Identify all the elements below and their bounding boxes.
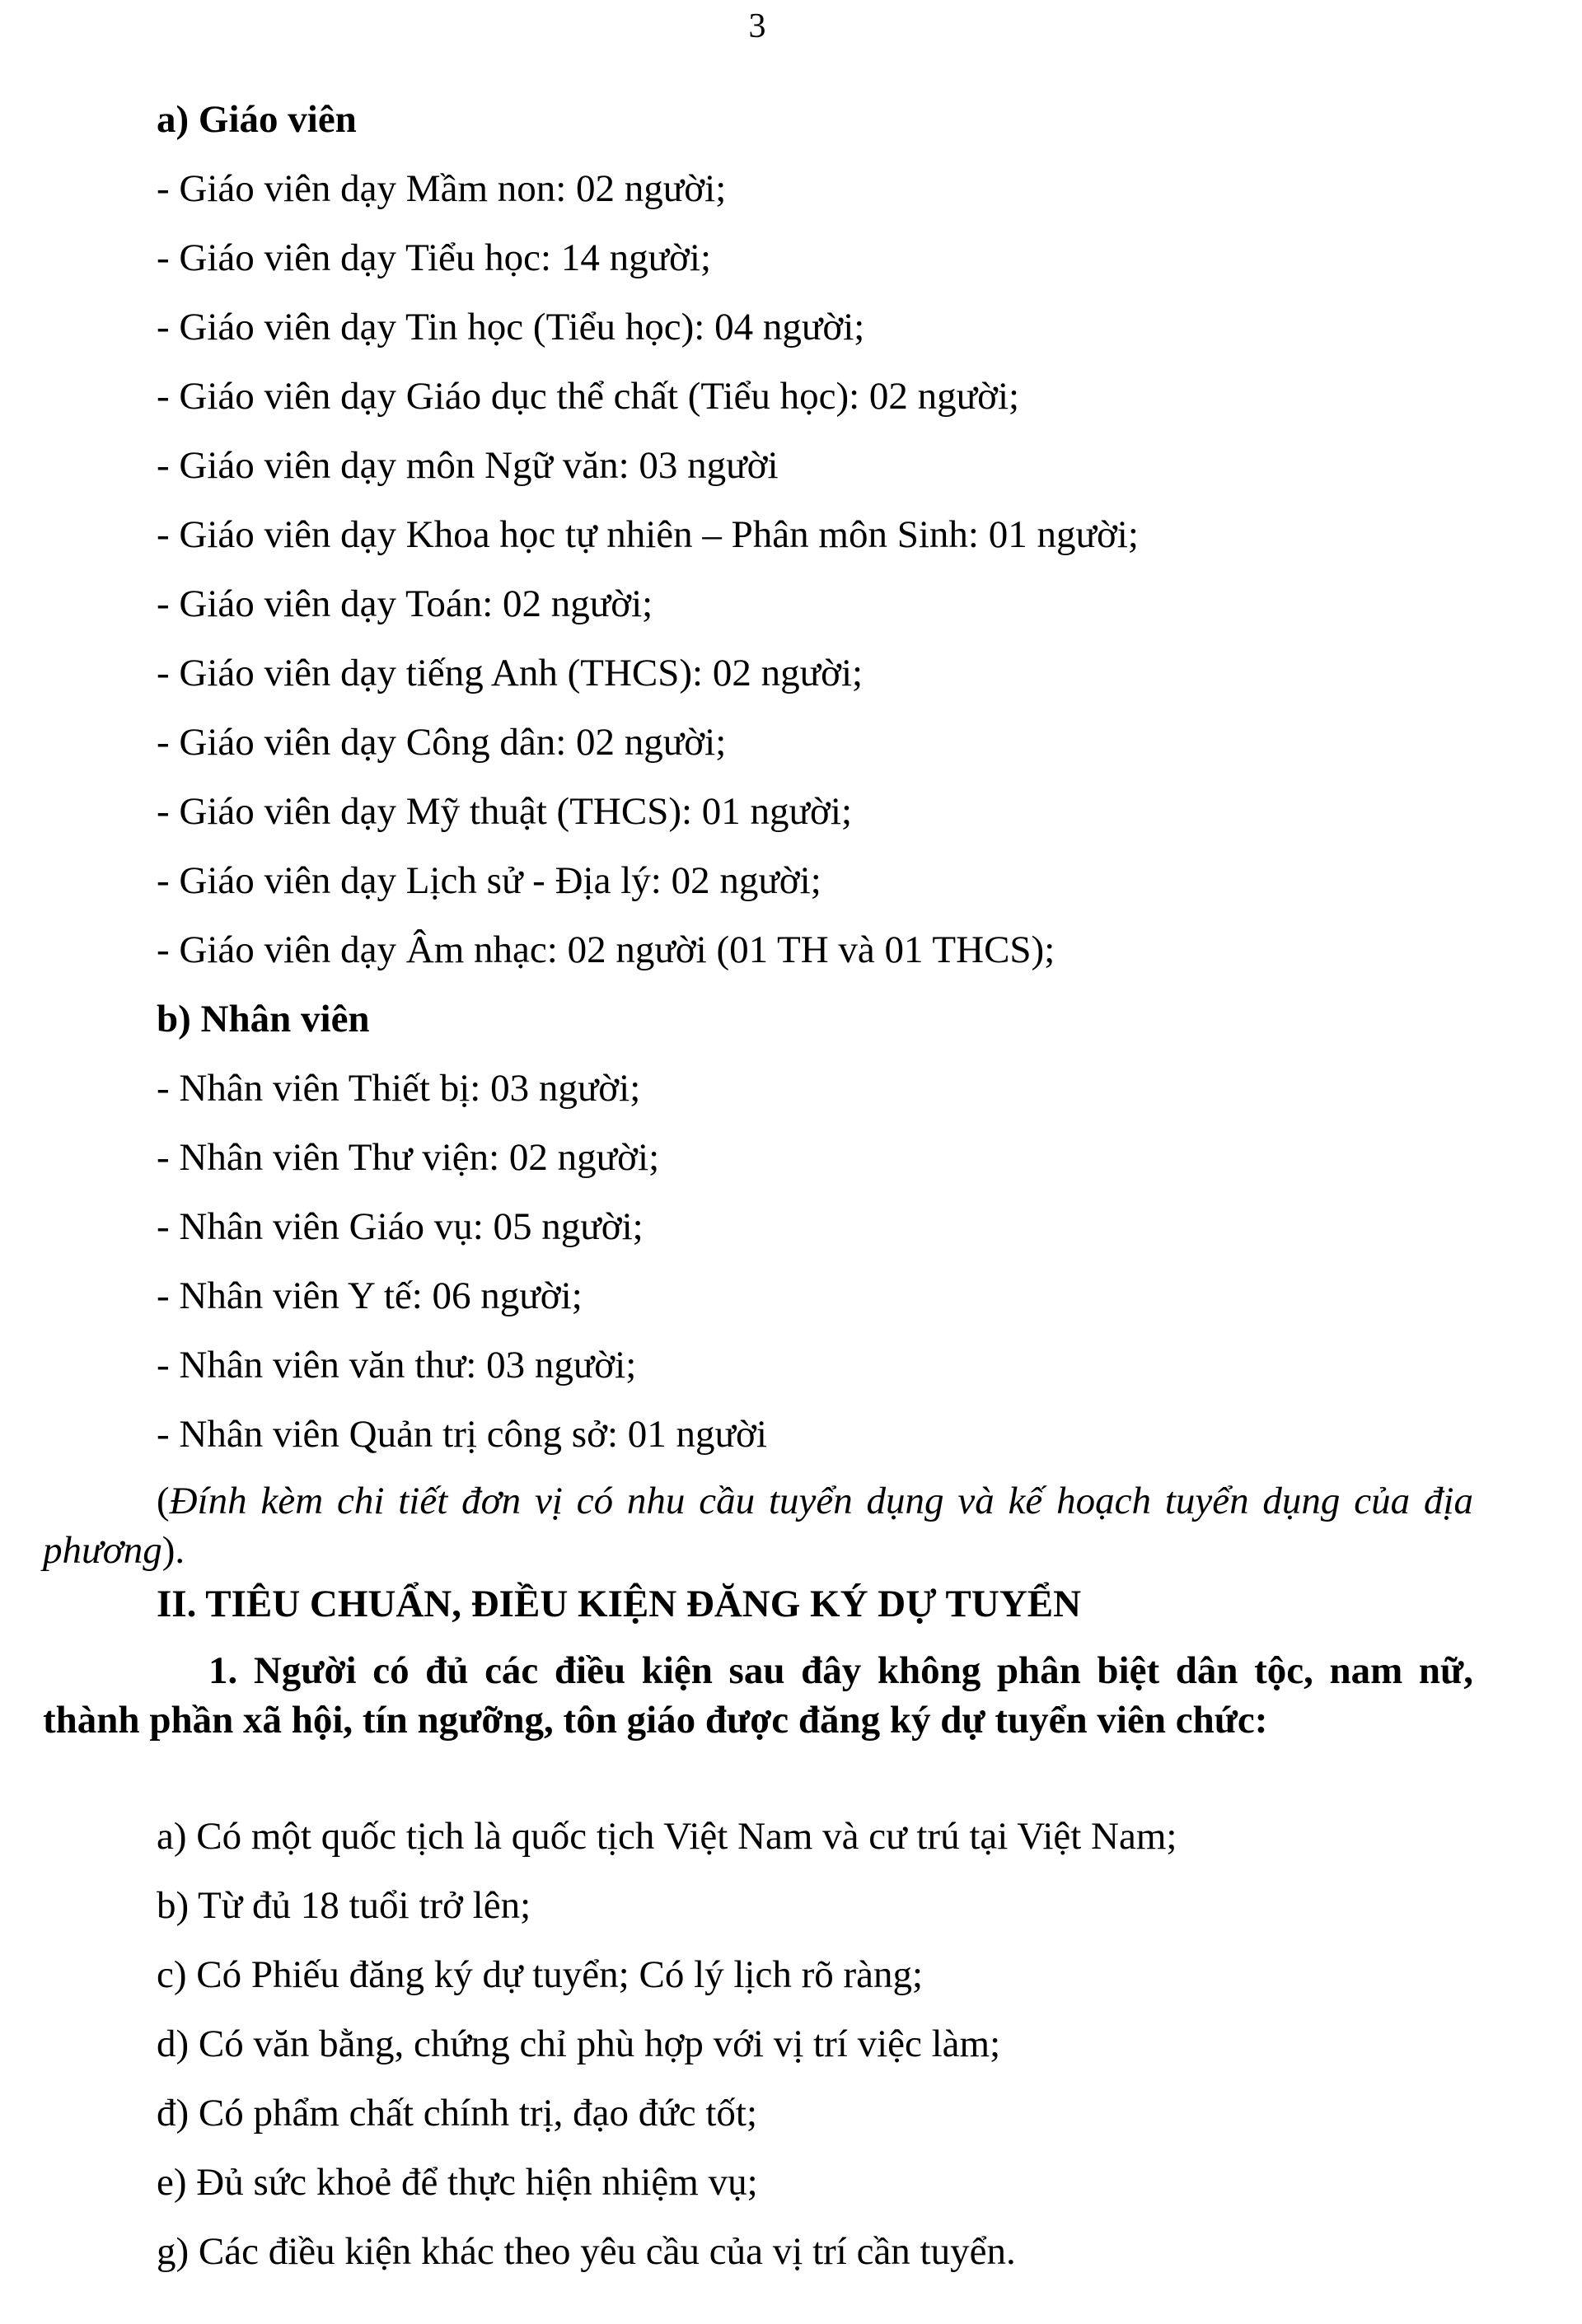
staff-item: - Nhân viên Thiết bị: 03 người; [157, 1067, 641, 1110]
teacher-item: - Giáo viên dạy Lịch sử - Địa lý: 02 người; [157, 859, 821, 902]
staff-heading: b) Nhân viên [157, 998, 370, 1040]
note-text: Đính kèm chi tiết đơn vị có nhu cầu tuyển dụng và kế hoạch tuyển dụng của địa phương [43, 1480, 1473, 1572]
criteria-intro: 1. Người có đủ các điều kiện sau đây không phân biệt dân tộc, nam nữ, thành phần xã hội, tín ngưỡng, tôn giáo được đăng ký dự tuyển viên chức: [43, 1649, 1473, 1742]
teacher-item: - Giáo viên dạy Mầm non: 02 người; [157, 167, 727, 210]
condition-item: e) Đủ sức khoẻ để thực hiện nhiệm vụ; [157, 2161, 758, 2204]
document-body [43, 92, 1473, 2294]
staff-item: - Nhân viên Y tế: 06 người; [157, 1274, 583, 1317]
teacher-item: - Giáo viên dạy Toán: 02 người; [157, 582, 653, 625]
note-close-paren: ). [161, 1529, 185, 1572]
condition-item: g) Các điều kiện khác theo yêu cầu của vị trí cần tuyển. [157, 2230, 1016, 2273]
staff-item: - Nhân viên Giáo vụ: 05 người; [157, 1205, 644, 1248]
section-title: II. TIÊU CHUẨN, ĐIỀU KIỆN ĐĂNG KÝ DỰ TUYỂN [157, 1583, 1082, 1625]
teacher-item: - Giáo viên dạy Giáo dục thể chất (Tiểu học): 02 người; [157, 375, 1020, 418]
condition-item: a) Có một quốc tịch là quốc tịch Việt Nam và cư trú tại Việt Nam; [157, 1815, 1177, 1858]
attachment-note [43, 1476, 1473, 1577]
teacher-item: - Giáo viên dạy môn Ngữ văn: 03 người [157, 444, 779, 487]
staff-item: - Nhân viên văn thư: 03 người; [157, 1344, 637, 1386]
teacher-item: - Giáo viên dạy Mỹ thuật (THCS): 01 người; [157, 790, 853, 833]
teacher-item: - Giáo viên dạy Tin học (Tiểu học): 04 người; [157, 306, 865, 348]
condition-item: d) Có văn bằng, chứng chỉ phù hợp với vị trí việc làm; [157, 2022, 1001, 2065]
teacher-item: - Giáo viên dạy Khoa học tự nhiên – Phân môn Sinh: 01 người; [157, 513, 1139, 556]
condition-item: đ) Có phẩm chất chính trị, đạo đức tốt; [157, 2092, 758, 2135]
condition-item: b) Từ đủ 18 tuổi trở lên; [157, 1884, 531, 1927]
staff-item: - Nhân viên Quản trị công sở: 01 người [157, 1413, 767, 1456]
teachers-heading: a) Giáo viên [157, 98, 357, 141]
staff-item: - Nhân viên Thư viện: 02 người; [157, 1136, 660, 1179]
teacher-item: - Giáo viên dạy Tiểu học: 14 người; [157, 236, 712, 279]
teacher-item: - Giáo viên dạy tiếng Anh (THCS): 02 người; [157, 652, 864, 694]
teacher-item: - Giáo viên dạy Âm nhạc: 02 người (01 TH và 01 THCS); [157, 928, 1055, 971]
page-number: 3 [748, 7, 766, 45]
teacher-item: - Giáo viên dạy Công dân: 02 người; [157, 721, 727, 764]
condition-item: c) Có Phiếu đăng ký dự tuyển; Có lý lịch rõ ràng; [157, 1953, 924, 1996]
note-open-paren: ( [157, 1480, 170, 1522]
